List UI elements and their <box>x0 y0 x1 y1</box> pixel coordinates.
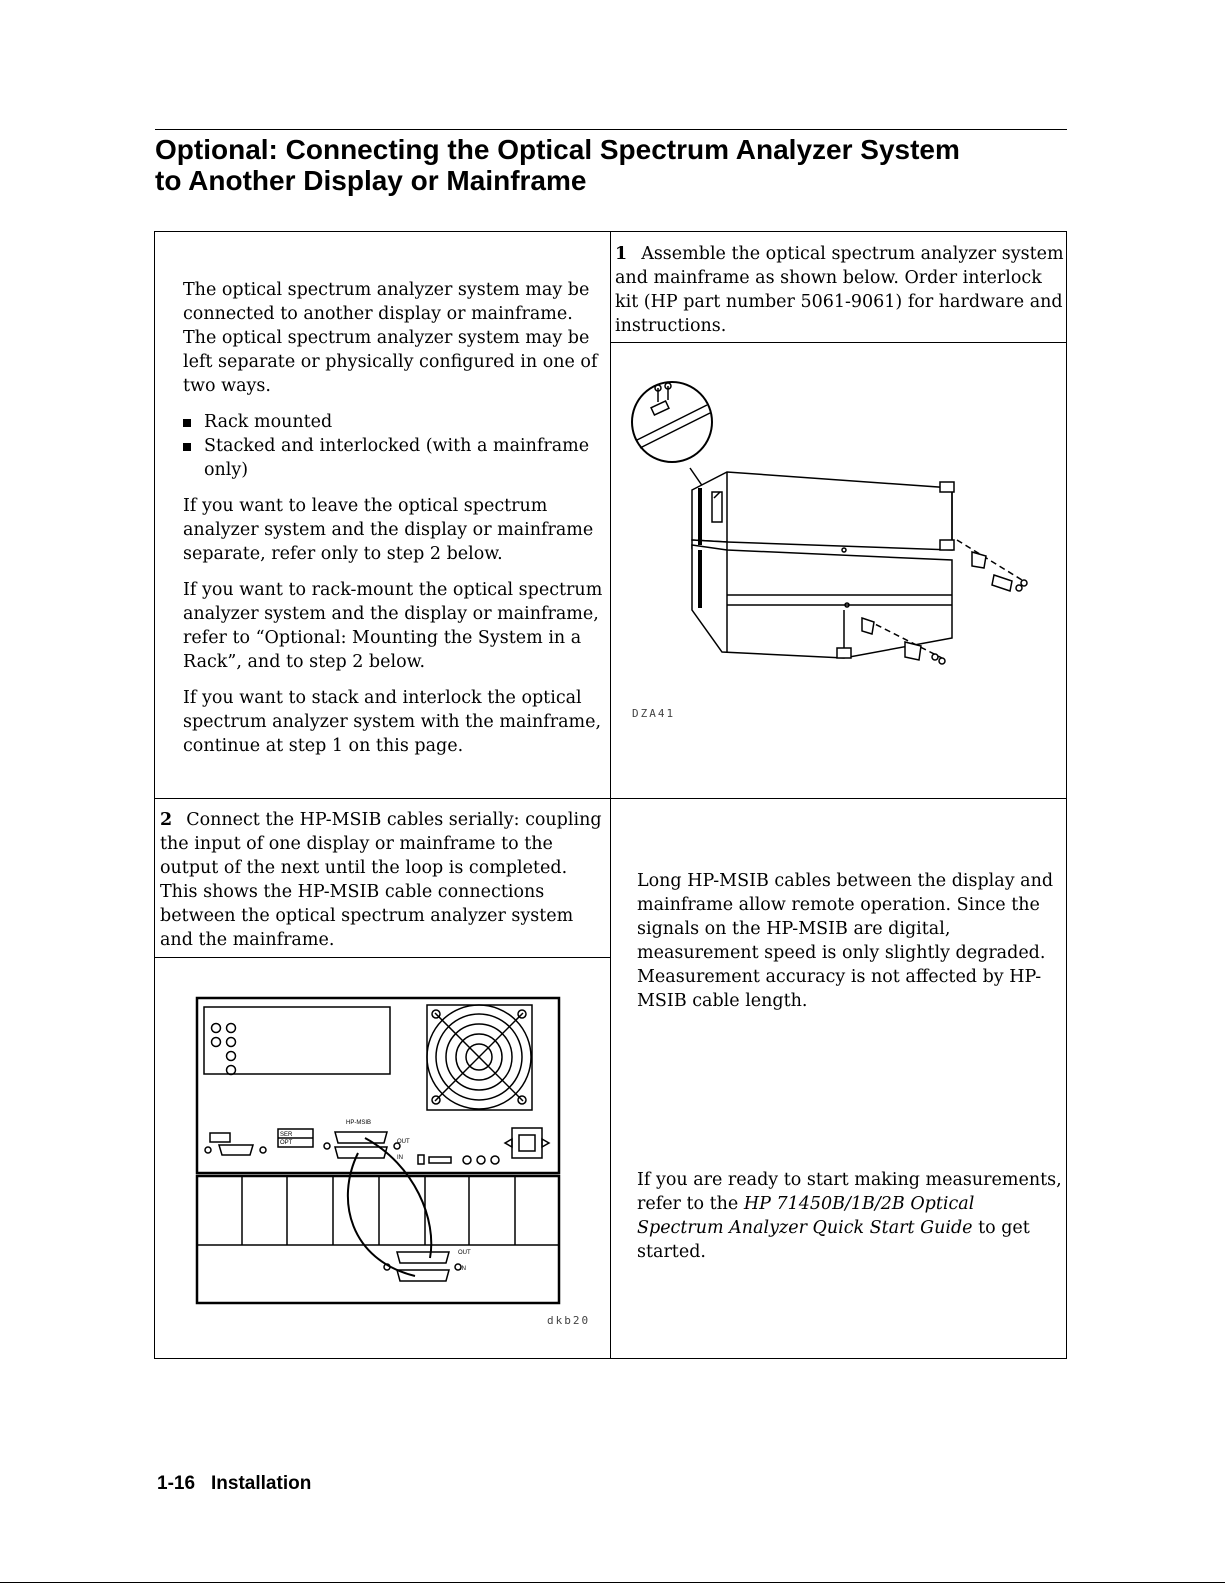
bullet-icon <box>183 419 191 427</box>
msib-port-label: HP-MSIB <box>346 1120 372 1126</box>
in-label-top: IN <box>397 1155 403 1161</box>
list-item <box>183 410 608 434</box>
page-footer <box>157 1473 327 1495</box>
note2-text-before: If you are ready to start making measurements, refer to the <box>637 1170 1062 1214</box>
header-rule <box>155 129 1067 130</box>
quick-start-note <box>637 1168 1062 1264</box>
out-label-bottom: OUT <box>458 1250 471 1256</box>
interlock-assembly-figure <box>622 380 1062 740</box>
title-line-2: to Another Display or Mainframe <box>155 165 587 196</box>
separate-paragraph: If you want to leave the optical spectrum analyzer system and the display or mainframe separate, refer only to step 2 below. <box>183 496 594 564</box>
rack-mount-paragraph: If you want to rack-mount the optical spectrum analyzer system and the display or mainframe, refer to “Optional: Mounting the System in a Rack”, and to step 2 below. <box>183 580 603 672</box>
msib-cable-figure <box>175 990 600 1338</box>
section-name: Installation <box>211 1473 312 1494</box>
stack-paragraph: If you want to stack and interlock the optical spectrum analyzer system with the mainframe, continue at step 1 on this page. <box>183 688 602 756</box>
ser-label: SER <box>280 1132 293 1138</box>
in-label-bottom: IN <box>460 1266 466 1272</box>
configuration-list <box>183 410 608 482</box>
step1-number: 1 <box>615 244 628 264</box>
title-line-1: Optional: Connecting the Optical Spectrum Analyzer System <box>155 134 960 165</box>
step1-instruction <box>615 242 1065 338</box>
figure1-label: DZA41 <box>632 707 676 720</box>
step1-divider <box>610 342 1067 343</box>
list-item-label: Stacked and interlocked (with a mainframe only) <box>204 436 590 480</box>
page-title <box>155 134 960 196</box>
step1-text: Assemble the optical spectrum analyzer system and mainframe as shown below. Order interlock kit (HP part number 5061-9061) for hardware and instructions. <box>615 244 1064 336</box>
step2-divider <box>154 957 610 958</box>
intro-section <box>183 278 608 770</box>
list-item <box>183 434 608 482</box>
list-item-label: Rack mounted <box>204 412 333 432</box>
step2-number: 2 <box>160 810 173 830</box>
quick-start-guide-title: HP 71450B/1B/2B Optical Spectrum Analyzer Quick Start Guide <box>637 1194 975 1238</box>
intro-paragraph: The optical spectrum analyzer system may be connected to another display or mainframe. The optical spectrum analyzer system may be left separate or physically configured in one of two ways. <box>183 280 598 396</box>
step2-text: Connect the HP-MSIB cables serially: coupling the input of one display or mainframe to the output of the next until the loop is completed. This shows the HP-MSIB cable connections between the optical spectrum analyzer system and the mainframe. <box>160 810 602 950</box>
step2-instruction <box>160 808 608 952</box>
page-number: 1-16 <box>157 1473 196 1494</box>
opt-label: OPT <box>280 1140 293 1146</box>
bottom-edge-rule <box>0 1582 1225 1583</box>
out-label-top: OUT <box>397 1139 410 1145</box>
figure2-label: dkb20 <box>547 1314 591 1327</box>
bullet-icon <box>183 443 191 451</box>
remote-operation-note: Long HP-MSIB cables between the display and mainframe allow remote operation. Since the signals on the HP-MSIB are digital, measurement speed is only slightly degraded. Measurement accuracy is not affected by HP-MSIB cable length. <box>637 871 1054 1011</box>
note2-text-after: to get started. <box>637 1218 1030 1262</box>
column-divider <box>610 231 611 1359</box>
row-divider <box>154 798 1067 799</box>
